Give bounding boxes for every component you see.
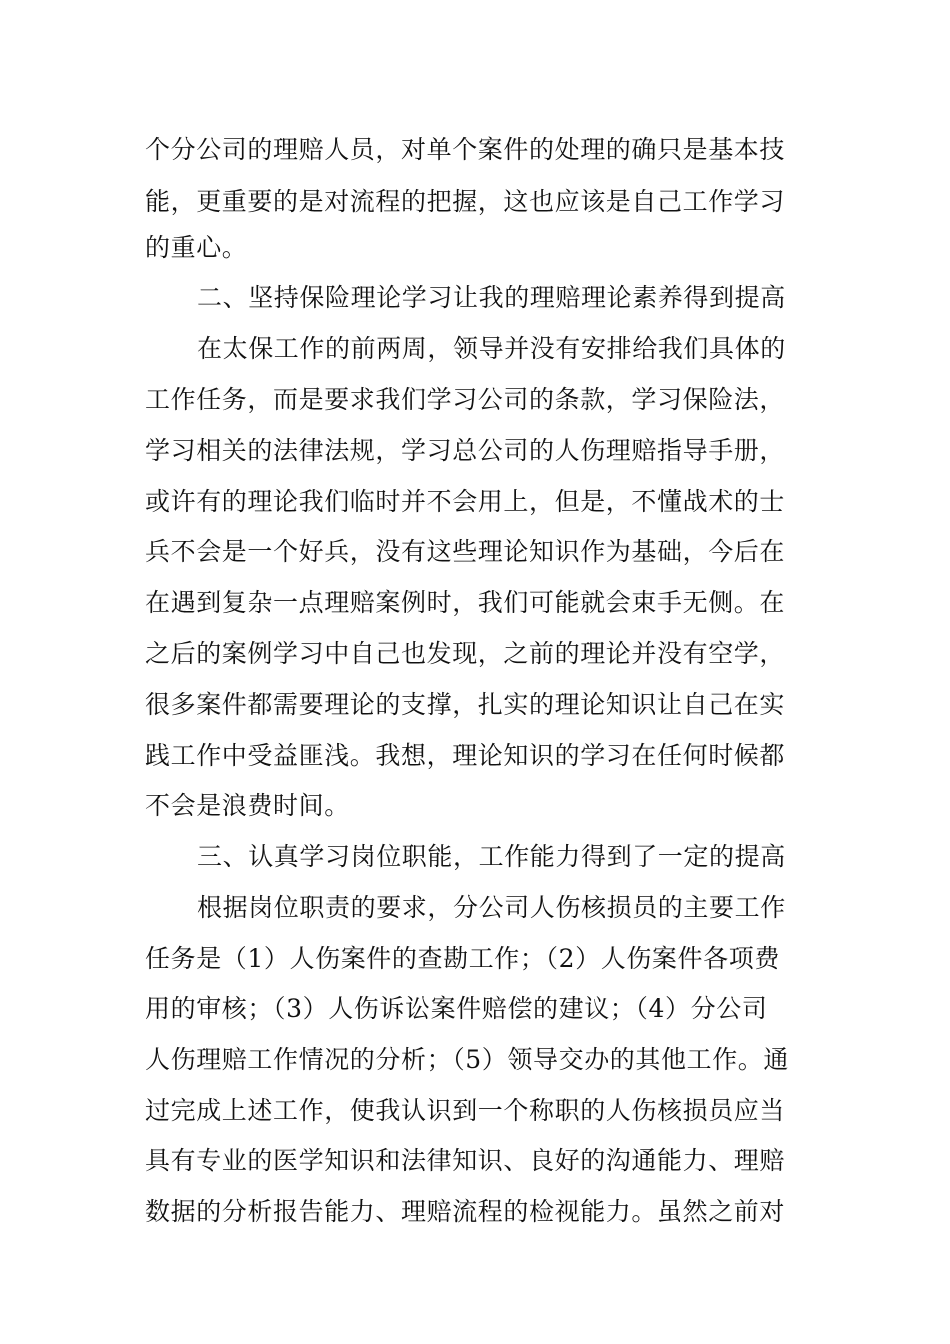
text-line: 兵不会是一个好兵，没有这些理论知识作为基础，今后在 [145, 537, 786, 566]
text-line: 践工作中受益匪浅。我想，理论知识的学习在任何时候都 [145, 741, 786, 770]
text-line: 个分公司的理赔人员，对单个案件的处理的确只是基本技 [145, 135, 786, 164]
text-line: 根据岗位职责的要求，分公司人伤核损员的主要工作 [197, 893, 786, 922]
text-line: 学习相关的法律法规，学习总公司的人伤理赔指导手册， [145, 436, 786, 465]
text-line: 或许有的理论我们临时并不会用上，但是，不懂战术的士 [145, 487, 786, 516]
text-line: 人伤理赔工作情况的分析；（5）领导交办的其他工作。通 [145, 1045, 790, 1074]
text-line: 在遇到复杂一点理赔案例时，我们可能就会束手无侧。在 [145, 588, 786, 617]
text-line: 过完成上述工作，使我认识到一个称职的人伤核损员应当 [145, 1096, 786, 1125]
text-line: 能，更重要的是对流程的把握，这也应该是自己工作学习 [145, 187, 786, 216]
section-heading: 二、坚持保险理论学习让我的理赔理论素养得到提高 [197, 283, 786, 312]
section-heading: 三、认真学习岗位职能，工作能力得到了一定的提高 [197, 842, 786, 871]
text-line: 之后的案例学习中自己也发现，之前的理论并没有空学， [145, 639, 786, 668]
text-line: 的重心。 [145, 233, 248, 262]
text-line: 很多案件都需要理论的支撑，扎实的理论知识让自己在实 [145, 690, 786, 719]
text-line: 任务是（1）人伤案件的查勘工作；（2）人伤案件各项费 [145, 944, 780, 973]
text-line: 在太保工作的前两周，领导并没有安排给我们具体的 [197, 334, 786, 363]
text-line: 不会是浪费时间。 [145, 791, 350, 820]
text-line: 数据的分析报告能力、理赔流程的检视能力。虽然之前对 [145, 1197, 786, 1226]
text-line: 用的审核；（3）人伤诉讼案件赔偿的建议；（4）分公司 [145, 994, 768, 1023]
text-line: 工作任务，而是要求我们学习公司的条款，学习保险法， [145, 385, 786, 414]
text-line: 具有专业的医学知识和法律知识、良好的沟通能力、理赔 [145, 1146, 786, 1175]
